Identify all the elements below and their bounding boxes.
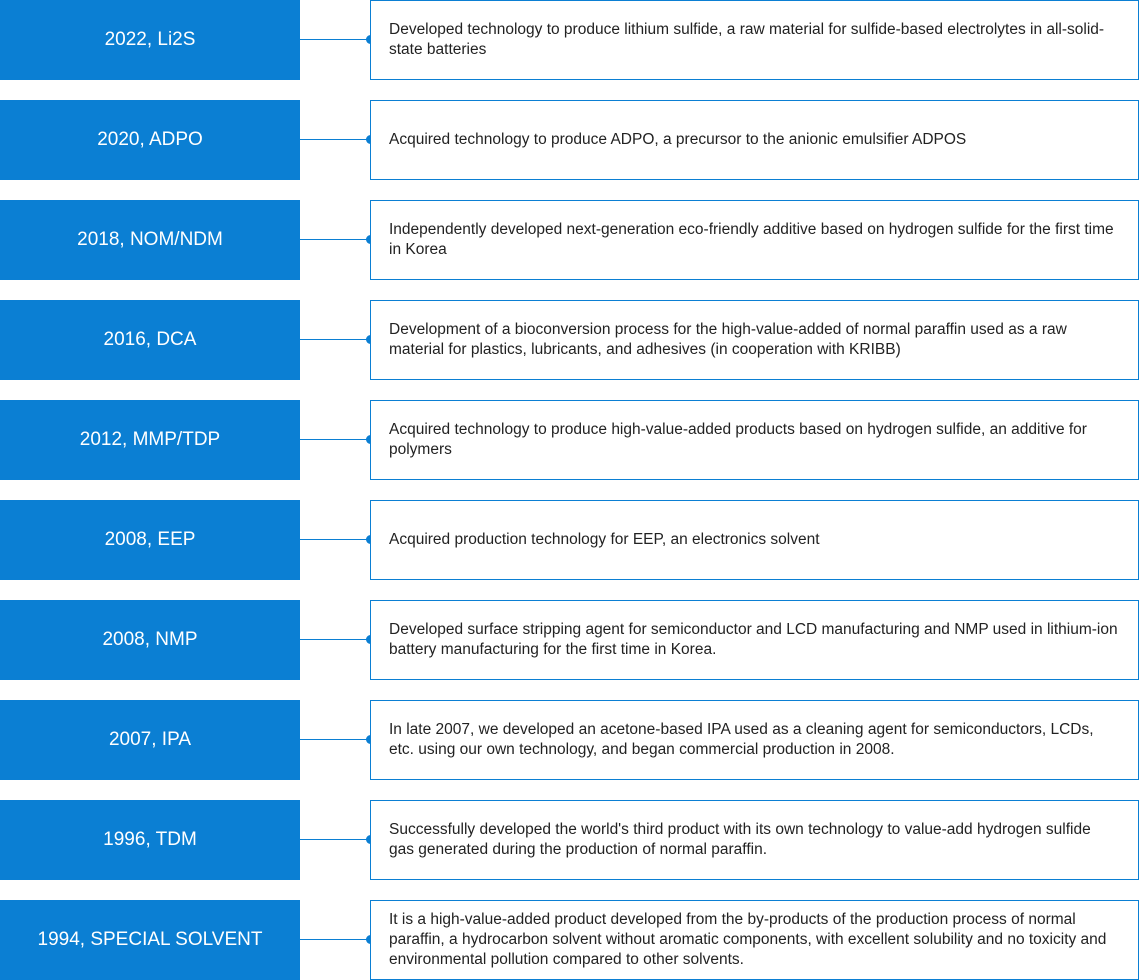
- milestone-label: 2016, DCA: [0, 300, 300, 380]
- timeline-row: [0, 100, 1140, 180]
- connector-line: [300, 339, 370, 340]
- milestone-description: Acquired technology to produce ADPO, a precursor to the anionic emulsifier ADPOS: [370, 100, 1139, 180]
- timeline-row: [0, 200, 1140, 280]
- milestone-label: 2022, Li2S: [0, 0, 300, 80]
- connector-line: [300, 639, 370, 640]
- milestone-label: 1994, SPECIAL SOLVENT: [0, 900, 300, 980]
- timeline-row: [0, 900, 1140, 980]
- connector-line: [300, 239, 370, 240]
- milestone-description: Developed technology to produce lithium sulfide, a raw material for sulfide-based electrolytes in all-solid-state batteries: [370, 0, 1139, 80]
- connector-line: [300, 739, 370, 740]
- milestone-description: Independently developed next-generation eco-friendly additive based on hydrogen sulfide for the first time in Korea: [370, 200, 1139, 280]
- milestone-label: 2008, NMP: [0, 600, 300, 680]
- timeline-row: [0, 0, 1140, 80]
- milestone-description: Acquired production technology for EEP, an electronics solvent: [370, 500, 1139, 580]
- connector-line: [300, 539, 370, 540]
- milestone-label: 2018, NOM/NDM: [0, 200, 300, 280]
- milestone-label: 2020, ADPO: [0, 100, 300, 180]
- milestone-description: In late 2007, we developed an acetone-based IPA used as a cleaning agent for semiconductors, LCDs, etc. using our own technology, and began commercial production in 2008.: [370, 700, 1139, 780]
- timeline-row: [0, 300, 1140, 380]
- milestone-description: Successfully developed the world's third product with its own technology to value-add hydrogen sulfide gas generated during the production of normal paraffin.: [370, 800, 1139, 880]
- timeline-row: [0, 500, 1140, 580]
- timeline-row: [0, 600, 1140, 680]
- connector-line: [300, 939, 370, 940]
- milestone-label: 2008, EEP: [0, 500, 300, 580]
- timeline-row: [0, 700, 1140, 780]
- milestone-description: Development of a bioconversion process for the high-value-added of normal paraffin used as a raw material for plastics, lubricants, and adhesives (in cooperation with KRIBB): [370, 300, 1139, 380]
- connector-line: [300, 439, 370, 440]
- milestone-label: 2012, MMP/TDP: [0, 400, 300, 480]
- connector-line: [300, 839, 370, 840]
- milestone-description: Developed surface stripping agent for semiconductor and LCD manufacturing and NMP used in lithium-ion battery manufacturing for the first time in Korea.: [370, 600, 1139, 680]
- connector-line: [300, 39, 370, 40]
- timeline-row: [0, 800, 1140, 880]
- milestone-description: It is a high-value-added product developed from the by-products of the production process of normal paraffin, a hydrocarbon solvent without aromatic components, with excellent solubility and no toxicity and environmental pollution compared to other solvents.: [370, 900, 1139, 980]
- milestone-label: 1996, TDM: [0, 800, 300, 880]
- timeline-row: [0, 400, 1140, 480]
- milestone-label: 2007, IPA: [0, 700, 300, 780]
- milestone-description: Acquired technology to produce high-value-added products based on hydrogen sulfide, an additive for polymers: [370, 400, 1139, 480]
- connector-line: [300, 139, 370, 140]
